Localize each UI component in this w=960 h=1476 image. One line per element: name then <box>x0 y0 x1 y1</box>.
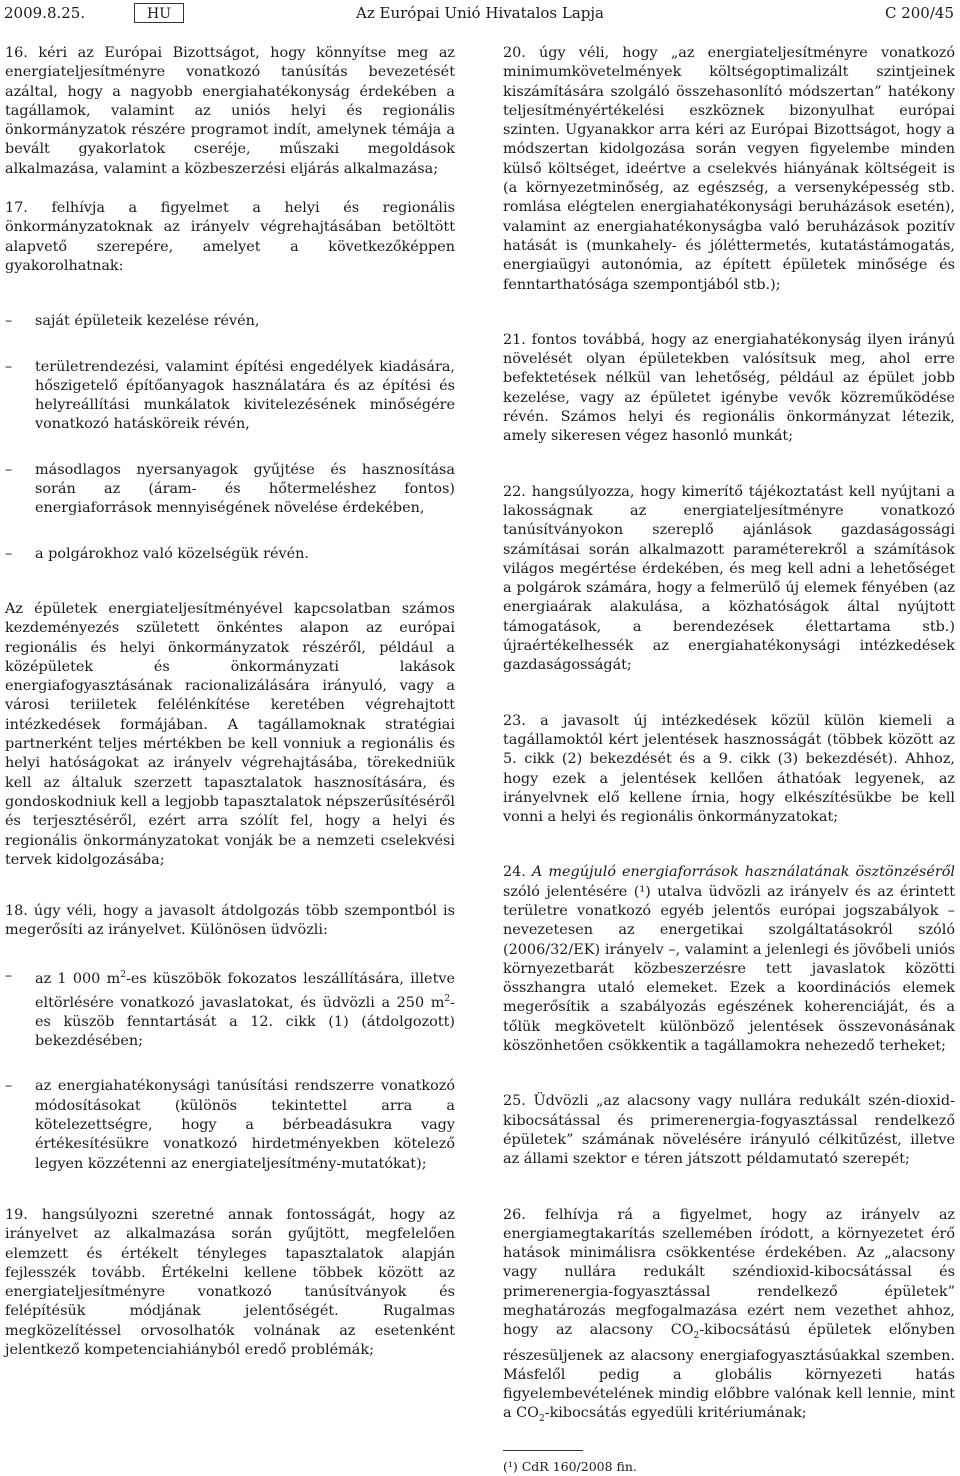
paragraph-25: 25. Üdvözli „az alacsony vagy nullára redukált szén-dioxid-kibocsátással és primerenergia-fogyasztással rendelkező épületek” számának növelésére irányuló célkitűzést, illetve az állami szektor e téren játszott példamutató szerepét; <box>503 1093 955 1168</box>
publication-date: 2009.8.25. <box>4 4 86 22</box>
dash-marker: – <box>5 313 13 330</box>
list-item-text: az 1 000 $m^2-es$ küszöbök fokozatos leszállítására, illetve eltörlésére vonatkozó javaslatokat, és üdvözli a 250 $m^2-es$ küszöb fenntartását a 12. cikk (1) (átdolgozott) bekezdésében; <box>35 970 455 1050</box>
footnote-separator <box>503 1450 583 1451</box>
list-item <box>5 461 455 519</box>
page-header <box>0 0 960 26</box>
paragraph-22: 22. hangsúlyozza, hogy kimerítő tájékoztatást kell nyújtani a lakosságnak az energiateljesítményre vonatkozó tanúsítványokon szereplő ajánlások gazdaságossági számításai során alkalmazott paraméterekről a számítások világos megértése érdekében, és meg kell adni a lehetőséget a polgárok számára, hogy a felmerülő új elemek fényében (az energiaárak alakulása, a közhatóságok által nyújtott támogatások, a berendezések élettartama stb.) újraértékelhessék az energiahatékonysági intézkedések gazdaságosságát; <box>503 483 955 674</box>
list-item <box>5 1077 455 1173</box>
language-badge: HU <box>134 3 184 23</box>
paragraph-19: 19. hangsúlyozni szeretné annak fontosságát, hogy az irányelvet az alkalmazása során gyűjtött, megfelelően elemzett és értékelt tényleges tapasztalatok alapján fejlesszék tovább. Értékelni kellene többek között az energiateljesítményre vonatkozó tanúsítványok és felépítésük módjának jelentőségét. Rugalmas megközelítéssel orvosolhatók volnának az esetenként jelentkező kompetenciahiányból eredő problémák; <box>5 1206 455 1359</box>
list-item <box>5 545 455 564</box>
paragraph-17-continued: Az épületek energiateljesítményével kapcsolatban számos kezdeményezés született önkéntes alapon az európai regionális és helyi önkormányzatok részéről, például a középületek és önkormányzati lakások energiafogyasztásának racionalizálására irányuló, vagy a városi teriiletek felélénkítése keretében végrehajtott intézkedések formájában. A tagállamoknak stratégiai partnerként teljes mértékben be kell vonniuk a regionális és helyi hatóságokat az irányelv végrehajtásába, törekedniük kell az általuk szerzett tapasztalatok hasznosítására, és gondoskodniuk kell a legjobb tapasztalatok népszerűsítéséről és terjesztéséről, ezért arra szólít fel, hogy a helyi és regionális önkormányzatokat vonják be a nemzeti cselekvési tervek kidolgozásába; <box>5 600 455 868</box>
dash-marker: – <box>5 461 13 478</box>
report-title: A megújuló energiaforrások használatának ösztönzéséről <box>531 864 955 881</box>
paragraph-21: 21. fontos továbbá, hogy az energiahatékonyság ilyen irányú növelését olyan épületekben valósítsuk meg, ahol erre befektetések nélkül van lehetőség, például az épület jobb kezelése, vagy az épületet igénybe vevők közreműködése révén. Számos helyi és regionális önkormányzat létezik, amely sikeresen végez hasonló munkát; <box>503 331 955 445</box>
paragraph-23: 23. a javasolt új intézkedések közül külön kiemeli a tagállamoktól kért jelentések hasznosságát (többek között az 5. cikk (2) bekezdését és a 9. cikk (3) bekezdését). Ahhoz, hogy ezek a jelentések kellően áthatóak legyenek, az irányelvnek elő kellene írnia, hogy elkészítésükbe be kell vonni a helyi és regionális önkormányzatokat; <box>503 712 955 826</box>
dash-marker: – <box>5 358 13 375</box>
list-item-text: az energiahatékonysági tanúsítási rendszerre vonatkozó módosításokat (különös tekintettel arra a kötelezettségre, hogy a bérbeadásukra vagy értékesítésükre vonatkozó hirdetményekben kötelező legyen közzétenni az energiateljesítmény-mutatókat); <box>35 1078 455 1172</box>
left-column <box>5 44 455 1380</box>
list-item <box>5 312 455 331</box>
dash-marker: – <box>5 1078 13 1095</box>
paragraph-18: 18. úgy véli, hogy a javasolt átdolgozás több szempontból is megerősíti az irányelvet. Különösen üdvözli: <box>5 903 455 939</box>
paragraph-16: 16. kéri az Európai Bizottságot, hogy könnyítse meg az energiateljesítményre vonatkozó tanúsítás bevezetését azáltal, hogy a nagyobb energiahatékonyság érdekében a tagállamok, valamint az uniós helyi és regionális önkormányzatok részére programot indít, amelynek témája a bevált gyakorlatok cseréje, műszaki megoldások alkalmazása, valamint a közbeszerzési eljárás alkalmazása; <box>5 45 455 177</box>
list-item-text: saját épületeik kezelése révén, <box>35 313 260 330</box>
page-reference: C 200/45 <box>884 4 954 22</box>
dash-marker: – <box>5 967 13 984</box>
paragraph-26: 26. felhívja rá a figyelmet, hogy az irányelv az energiamegtakarítás szellemében íródott, a környezetet érő hatások minimálisra csökkentése érdekében. Az „alacsony vagy nullára redukált széndioxid-kibocsátással és primerenergia-fogyasztással rendelkező épületek” meghatározás megfogalmazása ezért nem vezethet ahhoz, hogy az alacsony $CO_2$-kibocsátású épületek előnyben részesüljenek az alacsony energiafogyasztásúakkal szemben. Másfelől pedig a globális környezeti hatás figyelembevételének mindig előbbre valónak kell lennie, mint a $CO_2$-kibocsátás egyedüli kritériumának; <box>503 1206 955 1425</box>
paragraph-17: 17. felhívja a figyelmet a helyi és regionális önkormányzatoknak az irányelv végrehajtásában betöltött alapvető szerepére, amelyet a következőképpen gyakorolhatnak: <box>5 200 455 274</box>
list-item-text: a polgárokhoz való közelségük révén. <box>35 545 309 562</box>
right-column <box>503 44 955 1476</box>
paragraph-24: 24. A megújuló energiaforrások használatának ösztönzéséről szóló jelentésére (¹) utalva üdvözli az irányelv és az érintett területre vonatkozó egyéb jelentős európai jogszabályok – nevezetesen az energetikai szolgáltatásokról szóló (2006/32/EK) irányelv –, valamint a jelenlegi és jövőbeli uniós környezetbarát közbeszerzésre tett javaslatok közötti összhangra utaló elemeket. Ezek a koordinációs elemek megerősítik a szabályozás egészének koherenciáját, és a tőlük megkövetelt különböző jelentések összevonásának köszönhetően csökkentik a tagállamokra nehezedő terheket; <box>503 864 955 1055</box>
list-item-text: másodlagos nyersanyagok gyűjtése és hasznosítása során az (áram- és hőtermeléshez fontos) energiaforrások mennyiségének növelése érdekében, <box>35 461 455 517</box>
footnote: (¹) CdR 160/2008 fin. <box>503 1458 637 1474</box>
list-item-text: területrendezési, valamint építési engedélyek kiadására, hőszigetelő építőanyagok használatára és az építési és helyreállítási munkálatok kivitelezésének minőségére vonatkozó hatásköreik révén, <box>35 358 455 433</box>
list-item <box>5 358 455 435</box>
list-item <box>5 967 455 1052</box>
paragraph-20: 20. úgy véli, hogy „az energiateljesítményre vonatkozó minimumkövetelmények költségoptimalizált szintjeinek kiszámítására szolgáló összehasonlító módszertan” hatékony teljesítményértékelési eszköznek bizonyulhat európai szinten. Ugyanakkor arra kéri az Európai Bizottságot, hogy a módszertan kidolgozása során vegyen figyelembe minden külső költséget, ideértve a cselekvés hiányának költségeit is (a környezetminőség, az egészség, a versenyképesség stb. romlása elégtelen energiahatékonysági beruházások esetén), valamint az energiahatékonyságba való beruházások pozitív hatását is (munkahely- és jóléttermetés, kutatástámogatás, energiaügyi autonómia, az épített épületek minősége és fenntarthatósága szempontjából stb.); <box>503 45 955 293</box>
journal-title: Az Európai Unió Hivatalos Lapja <box>356 4 604 22</box>
dash-marker: – <box>5 545 13 562</box>
list-17 <box>5 312 455 564</box>
